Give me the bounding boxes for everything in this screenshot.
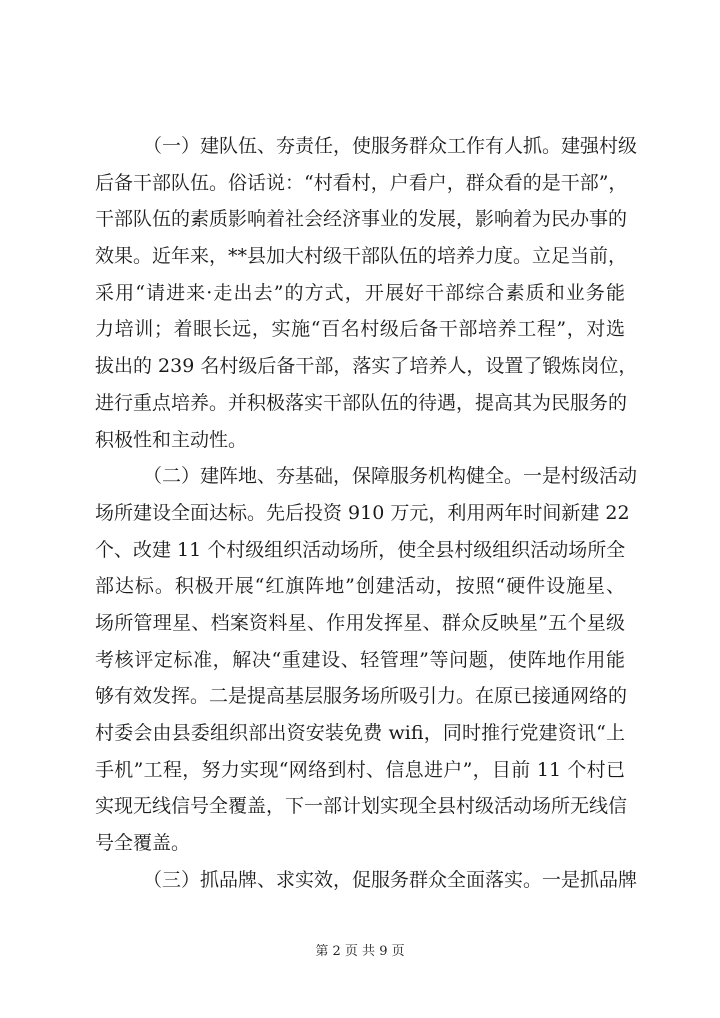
text-line: 力培训；着眼长远，实施“百名村级后备干部培养工程”，对选 bbox=[95, 318, 625, 341]
text-line: 号全覆盖。 bbox=[95, 832, 191, 855]
text-line: 考核评定标准，解决“重建设、轻管理”等问题，使阵地作用能 bbox=[95, 648, 625, 671]
text-line: （三）抓品牌、求实效，促服务群众全面落实。一是抓品牌 bbox=[143, 868, 638, 891]
text-line: 进行重点培养。并积极落实干部队伍的待遇，提高其为民服务的 bbox=[95, 391, 628, 414]
text-line: 后备干部队伍。俗话说：“村看村，户看户，群众看的是干部”， bbox=[95, 171, 628, 194]
text-line: 部达标。积极开展“红旗阵地”创建活动，按照“硬件设施星、 bbox=[95, 575, 625, 598]
text-line: 够有效发挥。二是提高基层服务场所吸引力。在原已接通网络的 bbox=[95, 685, 628, 708]
text-line: 场所建设全面达标。先后投资 910 万元，利用两年时间新建 22 bbox=[95, 501, 630, 524]
page-number-footer: 第 2 页 共 9 页 bbox=[315, 944, 405, 959]
text-line: 效果。近年来，**县加大村级干部队伍的培养力度。立足当前， bbox=[95, 245, 628, 268]
text-line: 干部队伍的素质影响着社会经济事业的发展，影响着为民办事的 bbox=[95, 208, 628, 231]
text-line: 采用“请进来·走出去”的方式，开展好干部综合素质和业务能 bbox=[95, 281, 625, 304]
paragraph-1 bbox=[95, 128, 638, 458]
paragraph-3 bbox=[95, 862, 638, 899]
text-line: 个、改建 11 个村级组织活动场所，使全县村级组织活动场所全 bbox=[95, 538, 626, 561]
document-body bbox=[95, 128, 638, 898]
text-line: 拔出的 239 名村级后备干部，落实了培养人，设置了锻炼岗位， bbox=[95, 355, 638, 378]
text-line: 实现无线信号全覆盖，下一部计划实现全县村级活动场所无线信 bbox=[95, 795, 628, 818]
text-line: 积极性和主动性。 bbox=[95, 428, 248, 451]
text-line: 场所管理星、档案资料星、作用发挥星、群众反映星”五个星级 bbox=[95, 611, 625, 634]
text-line: （二）建阵地、夯基础，保障服务机构健全。一是村级活动 bbox=[143, 465, 638, 488]
text-line: 手机”工程，努力实现“网络到村、信息进户”，目前 11 个村已 bbox=[95, 758, 625, 781]
text-line: （一）建队伍、夯责任，使服务群众工作有人抓。建强村级 bbox=[143, 135, 638, 157]
paragraph-2 bbox=[95, 458, 638, 862]
text-line: 村委会由县委组织部出资安装免费 wifi，同时推行党建资讯“上 bbox=[95, 722, 625, 744]
